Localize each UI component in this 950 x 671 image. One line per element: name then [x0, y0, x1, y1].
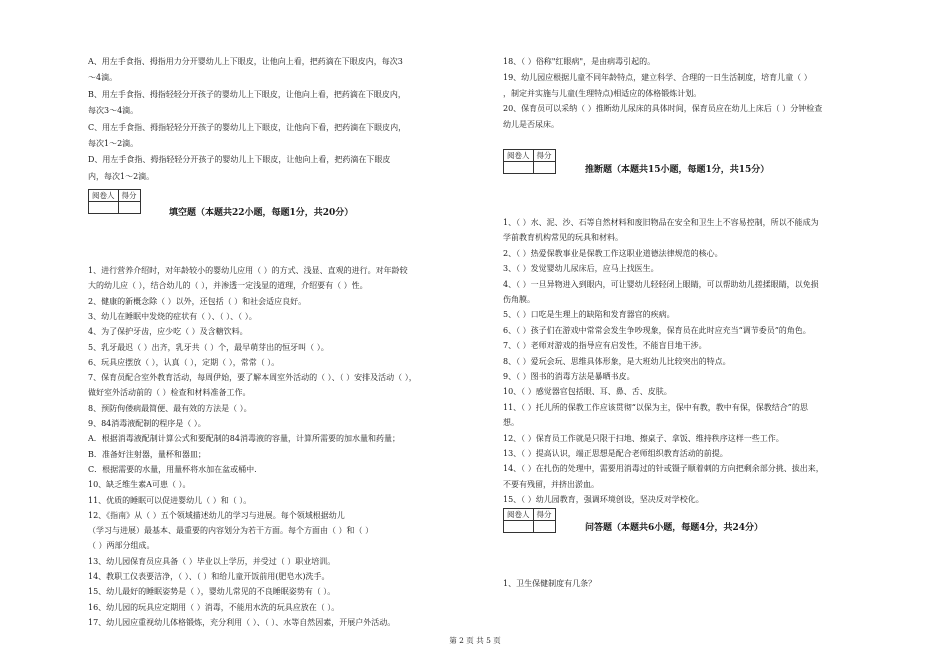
text-line: 2、健康的新概念除（ ）以外，还包括（ ）和社会适应良好。	[88, 296, 307, 306]
score-box-grader-cell[interactable]	[504, 162, 534, 174]
score-box-header-score: 得分	[533, 150, 555, 162]
text-line: 幼儿是否尿床。	[503, 120, 559, 130]
text-line: 10、（ ）感觉器官包括眼、耳、鼻、舌、皮肤。	[503, 387, 672, 397]
score-box-header-grader: 阅卷人	[504, 509, 534, 521]
text-line: 6、（ ）孩子们在游戏中常常会发生争吵现象，保育员在此时应充当“调节委员”的角色。	[503, 325, 811, 335]
section-title-judge: 推断题（本题共15小题，每题1分，共15分）	[585, 165, 770, 175]
text-line: 做好室外活动前的（ ）检查和材料准备工作。	[88, 388, 251, 398]
score-box-header-score: 得分	[533, 509, 555, 521]
text-line: C、用左手食指、拇指轻轻分开孩子的婴幼儿上下眼皮，让他向下看，把药滴在下眼皮内，	[88, 122, 407, 132]
text-line: 学前教育机构常见的玩具和材料。	[503, 233, 623, 243]
text-line: 7、保育员配合室外教育活动，每周伊始，要了解本周室外活动的（ ）、（ ）安排及活动（ ），	[88, 373, 417, 383]
text-line: 3、（ ）发觉婴幼儿尿床后，应马上找医生。	[503, 264, 659, 274]
text-line: 20、保育员可以采纳（ ）推断幼儿尿床的具体时间，保育员应在幼儿上床后（ ）分钟检查	[503, 104, 823, 114]
text-line: 13、（ ）提高认识，端正思想是配合老师组织教育活动的前提。	[503, 449, 728, 458]
text-line: 1、进行营养介绍时，对年龄较小的婴幼儿应用（ ）的方式、浅显、直观的进行。对年龄较	[88, 266, 408, 275]
text-line: （学习与进展）最基本、最重要的内容划分为若干方面。每个方面由（ ）和（ ）	[88, 526, 374, 536]
text-line: 不要有残留，并挤出淤血。	[503, 479, 599, 489]
text-line: B、用左手食指、拇指轻轻分开孩子的婴幼儿上下眼皮，让他向上看，把药滴在下眼皮内，	[88, 89, 406, 99]
text-line: 6、玩具应摆放（ ），认真（ ），定期（ ），常常（ ）。	[88, 357, 280, 367]
score-box-score-cell[interactable]	[533, 521, 555, 533]
text-line: 14、教职工仪表要洁净，（ ）、（ ）和给儿童开饭前用(肥皂水)洗手。	[88, 572, 330, 581]
text-line: ～4滴。	[88, 73, 118, 83]
score-box-grader-cell[interactable]	[89, 202, 119, 214]
text-line: 想。	[503, 418, 519, 428]
text-line: C．根据需要的水量，用量杯将水加在盆或桶中.	[88, 464, 257, 474]
text-line: ，制定并实施与儿童(生理特点)相适应的体格锻炼计划。	[503, 88, 702, 98]
text-line: 大的幼儿应（ ），结合幼儿的（ ），并渗透一定浅显的道理，介绍要有（ ）性。	[88, 281, 368, 291]
text-line: 7、（ ）老师对游戏的指导应有启发性，不能盲目地干涉。	[503, 341, 707, 351]
score-box-fill	[88, 189, 141, 214]
score-box-score-cell[interactable]	[118, 202, 140, 214]
text-line: 9、84消毒液配制的程序是（ ）。	[88, 419, 206, 428]
text-line: 4、（ ）一旦异物进入到眼内，可让婴幼儿轻轻闭上眼睛，可以帮助幼儿搓揉眼睛，以免损	[503, 279, 819, 289]
section-title-qa: 问答题（本题共6小题，每题4分，共24分）	[585, 523, 764, 533]
score-box-score-cell[interactable]	[533, 162, 555, 174]
text-line: 4、为了保护牙齿，应少吃（ ）及含糖饮料。	[88, 327, 248, 337]
text-line: （ ）两部分组成。	[88, 541, 155, 551]
text-line: 14、（ ）在扎伤的处理中，需要用消毒过的针或镊子顺着刺的方向把剩余部分挑、拔出来，	[503, 464, 824, 474]
text-line: 1、卫生保健制度有几条？	[503, 579, 597, 588]
text-line: 每次1～2滴。	[88, 139, 139, 148]
text-line: 16、幼儿园的玩具应定期用（ ）消毒，不能用水洗的玩具应放在（ ）。	[88, 602, 340, 612]
text-line: 15、（ ）幼儿园教育，强调环境创设，坚决反对学校化。	[503, 495, 704, 505]
score-box-header-grader: 阅卷人	[504, 150, 534, 162]
text-line: D、用左手食指、拇指轻轻分开孩子的婴幼儿上下眼皮，让他向上看，把药滴在下眼皮	[88, 155, 391, 165]
text-line: 5、（ ）口吃是生理上的缺陷和发育器官的疾病。	[503, 310, 675, 320]
page-footer: 第 2 页 共 5 页	[449, 636, 501, 645]
text-line: 18、（ ）俗称"红眼病"，是由病毒引起的。	[503, 57, 656, 66]
text-line: 伤角膜。	[503, 295, 535, 304]
score-box-judge	[503, 149, 556, 174]
text-line: 12、《指南》从（ ）五个领域描述幼儿的学习与进展。每个领域根据幼儿	[88, 510, 345, 520]
text-line: 8、预防佝偻病最简便、最有效的方法是（ ）。	[88, 403, 252, 413]
text-line: 12、（ ）保育员工作就是只限于扫地、擦桌子、拿饭、维持秩序这样一些工作。	[503, 433, 784, 443]
text-line: 11、（ ）托儿所的保教工作应该贯彻“以保为主，保中有教，教中有保，保教结合”的思	[503, 402, 808, 412]
score-box-header-grader: 阅卷人	[89, 190, 119, 202]
text-line: 每次3～4滴。	[88, 106, 139, 116]
text-line: 8、（ ）爱玩会玩、思维具体形象，是大班幼儿比较突出的特点。	[503, 356, 731, 366]
text-line: 17、幼儿园应重视幼儿体格锻炼，充分利用（ ）、（ ）、水等自然因素，开展户外活动。	[88, 617, 396, 627]
text-line: 2、（ ）热爱保教事业是保教工作这职业道德法律规范的核心。	[503, 248, 723, 258]
text-line: 3、幼儿在睡眠中发烧的症状有（ ）、（ ）、（ ）。	[88, 311, 257, 321]
text-line: 5、乳牙最迟（ ）出齐，乳牙共（ ）个，最早萌芽出的恒牙叫（ ）。	[88, 342, 329, 352]
text-line: 11、优质的睡眠可以促进婴幼儿（ ）和（ ）。	[88, 495, 252, 505]
score-box-grader-cell[interactable]	[504, 521, 534, 533]
score-box-qa	[503, 508, 556, 533]
text-line: 19、幼儿园应根据儿童不同年龄特点，建立科学、合理的一日生活制度，培育儿童（ ）	[503, 72, 812, 82]
text-line: 15、幼儿最好的睡眠姿势是（ ），婴幼儿常见的不良睡眠姿势有（ ）。	[88, 587, 336, 597]
text-line: 1、（ ）水、泥、沙、石等自然材料和废旧物品在安全和卫生上不容易控制，所以不能成为	[503, 218, 819, 227]
text-line: 9、（ ）图书的消毒方法是暴晒书皮。	[503, 372, 635, 381]
text-line: A．根据消毒液配制计算公式和要配制的84消毒液的容量，计算所需要的加水量和药量；	[88, 434, 400, 444]
score-box-header-score: 得分	[118, 190, 140, 202]
text-line: A、用左手食指、拇指用力分开婴幼儿上下眼皮，让他向上看，把药滴在下眼皮内，每次3	[88, 57, 403, 66]
text-line: 13、幼儿园保育员应具备（ ）毕业以上学历，并受过（ ）职业培训。	[88, 556, 336, 566]
section-title-fill-in: 填空题（本题共22小题，每题1分，共20分）	[169, 208, 354, 218]
text-line: B．准备好注射器，量杯和器皿；	[88, 449, 206, 459]
text-line: 10、缺乏维生素A可患（ ）。	[88, 480, 191, 490]
text-line: 内，每次1～2滴。	[88, 171, 155, 181]
